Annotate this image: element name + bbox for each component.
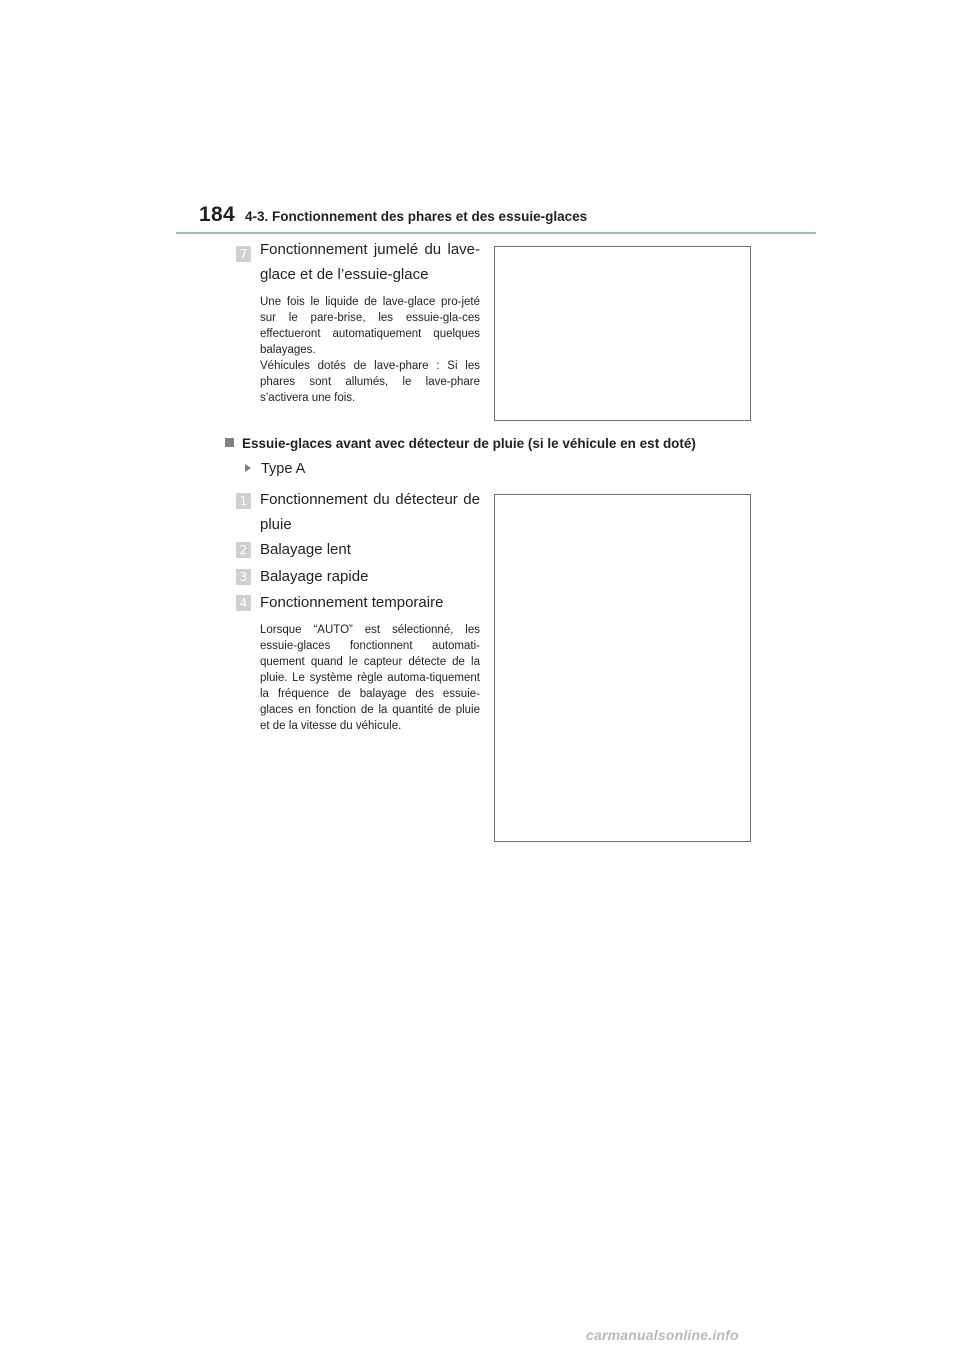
step-badge-1: 1 — [236, 493, 251, 509]
illustration-washer-linked — [494, 246, 751, 421]
subsection-heading — [245, 461, 305, 477]
item-7-desc-line-1: Une fois le liquide de lave-glace pro-jeté sur le pare-brise, les essuie-gla-ces effectueront automatiquement quelques balayages. — [260, 296, 480, 356]
step-badge-2: 2 — [236, 542, 251, 558]
item-7-title: Fonctionnement jumelé du lave-glace et de l’essuie-glace — [260, 241, 480, 283]
subsection-heading-text: Type A — [261, 461, 306, 477]
section-heading-text: Essuie-glaces avant avec détecteur de pluie (si le véhicule en est doté) — [242, 436, 696, 451]
section-heading — [225, 436, 696, 451]
header-divider — [176, 232, 816, 234]
step-badge-7: 7 — [236, 246, 251, 262]
item-7-desc-line-2: Véhicules dotés de lave-phare : Si les phares sont allumés, le lave-phare s’activera une fois. — [260, 360, 480, 404]
page-number: 184 — [199, 203, 235, 226]
illustration-wiper-lever — [494, 494, 751, 842]
square-bullet-icon — [225, 438, 234, 447]
item-2-title: Balayage lent — [260, 541, 351, 558]
step-badge-3: 3 — [236, 569, 251, 585]
step-badge-4: 4 — [236, 595, 251, 611]
item-1-title: Fonctionnement du détecteur de pluie — [260, 491, 480, 533]
item-3-title: Balayage rapide — [260, 568, 369, 585]
auto-mode-description: Lorsque “AUTO” est sélectionné, les essuie-glaces fonctionnent automati-quement quand le capteur détecte de la pluie. Le système règle automa-tiquement la fréquence de balayage des essuie-glaces en fonction de la quantité de pluie et de la vitesse du véhicule. — [260, 624, 480, 732]
watermark[interactable]: carmanualsonline.info — [586, 1327, 739, 1343]
triangle-bullet-icon — [245, 464, 251, 472]
chapter-title: 4-3. Fonctionnement des phares et des essuie-glaces — [245, 209, 588, 224]
item-7-description — [260, 294, 480, 406]
item-4-title: Fonctionnement temporaire — [260, 594, 444, 611]
